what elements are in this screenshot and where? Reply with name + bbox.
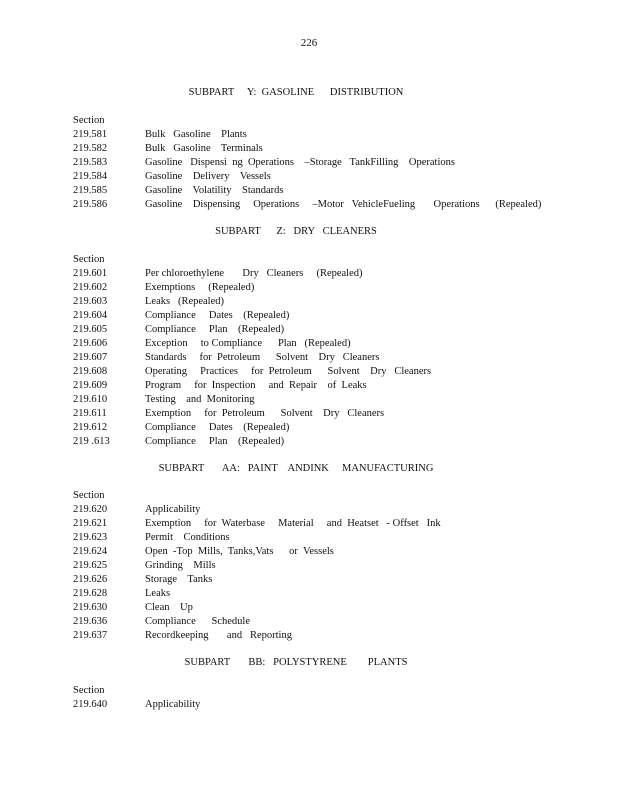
section-entry (73, 142, 593, 156)
section-entry (73, 184, 593, 198)
section-title: Open -Top Mills, Tanks,Vats or Vessels (145, 546, 334, 557)
section-number: 219.624 (73, 546, 108, 557)
section-entry (73, 267, 593, 281)
section-number: 219.607 (73, 352, 108, 363)
section-number: 219.628 (73, 588, 108, 599)
section-entry (73, 517, 593, 531)
section-number: 219.604 (73, 310, 108, 321)
section-number: 219.640 (73, 699, 108, 710)
section-number: 219.612 (73, 422, 108, 433)
section-entry (73, 615, 593, 629)
section-number: 219 .613 (73, 436, 110, 447)
section-number: 219.620 (73, 504, 108, 515)
section-list-aa (73, 503, 593, 643)
section-title: Gasoline Dispensing Operations –Motor VehicleFueling Operations (Repealed) (145, 199, 542, 210)
section-entry (73, 281, 593, 295)
subpart-title-z: SUBPART Z: DRY CLEANERS (215, 226, 377, 237)
section-entry (73, 435, 593, 449)
section-number: 219.610 (73, 394, 108, 405)
section-title: Bulk Gasoline Plants (145, 129, 247, 140)
section-list-y (73, 128, 593, 212)
section-title: Gasoline Dispensi ng Operations –Storage TankFilling Operations (145, 157, 455, 168)
section-number: 219.603 (73, 296, 108, 307)
section-title: Compliance Plan (Repealed) (145, 324, 285, 335)
section-title: Storage Tanks (145, 574, 213, 585)
section-number: 219.585 (73, 185, 108, 196)
section-number: 219.637 (73, 630, 108, 641)
section-number: 219.626 (73, 574, 108, 585)
section-title: Compliance Plan (Repealed) (145, 436, 285, 447)
section-number: 219.581 (73, 129, 108, 140)
section-label: Section (73, 685, 105, 696)
section-title: Program for Inspection and Repair of Leaks (145, 380, 367, 391)
section-number: 219.584 (73, 171, 108, 182)
section-title: Gasoline Volatility Standards (145, 185, 284, 196)
section-number: 219.606 (73, 338, 108, 349)
section-list-z (73, 267, 593, 449)
section-title: Clean Up (145, 602, 193, 613)
section-entry (73, 407, 593, 421)
section-title: Permit Conditions (145, 532, 230, 543)
section-entry (73, 309, 593, 323)
section-entry (73, 587, 593, 601)
section-number: 219.608 (73, 366, 108, 377)
section-title: Leaks (Repealed) (145, 296, 225, 307)
section-entry (73, 629, 593, 643)
section-title: Leaks (145, 588, 171, 599)
section-entry (73, 503, 593, 517)
section-entry (73, 128, 593, 142)
section-title: Compliance Dates (Repealed) (145, 310, 290, 321)
section-title: Operating Practices for Petroleum Solvent Dry Cleaners (145, 366, 432, 377)
section-label: Section (73, 115, 105, 126)
section-entry (73, 421, 593, 435)
section-entry (73, 601, 593, 615)
section-number: 219.586 (73, 199, 108, 210)
section-title: Compliance Schedule (145, 616, 250, 627)
section-title: Exemptions (Repealed) (145, 282, 255, 293)
page-number: 226 (300, 37, 318, 49)
section-entry (73, 393, 593, 407)
section-entry (73, 351, 593, 365)
section-number: 219.623 (73, 532, 108, 543)
section-entry (73, 170, 593, 184)
section-number: 219.636 (73, 616, 108, 627)
section-title: Applicability (145, 699, 201, 710)
section-entry (73, 531, 593, 545)
section-entry (73, 698, 593, 712)
section-title: Testing and Monitoring (145, 394, 255, 405)
section-title: Exemption for Waterbase Material and Heatset - Offset Ink (145, 518, 441, 529)
section-number: 219.605 (73, 324, 108, 335)
subpart-title-aa: SUBPART AA: PAINT ANDINK MANUFACTURING (158, 463, 434, 474)
section-number: 219.621 (73, 518, 108, 529)
section-entry (73, 295, 593, 309)
section-list-bb (73, 698, 593, 712)
section-entry (73, 337, 593, 351)
section-number: 219.582 (73, 143, 108, 154)
section-title: Standards for Petroleum Solvent Dry Cleaners (145, 352, 380, 363)
section-title: Compliance Dates (Repealed) (145, 422, 290, 433)
section-title: Exception to Compliance Plan (Repealed) (145, 338, 351, 349)
section-number: 219.630 (73, 602, 108, 613)
section-number: 219.609 (73, 380, 108, 391)
section-title: Exemption for Petroleum Solvent Dry Cleaners (145, 408, 385, 419)
section-number: 219.611 (73, 408, 107, 419)
section-number: 219.602 (73, 282, 108, 293)
section-title: Bulk Gasoline Terminals (145, 143, 263, 154)
section-title: Recordkeeping and Reporting (145, 630, 292, 641)
section-entry (73, 379, 593, 393)
section-title: Grinding Mills (145, 560, 216, 571)
subpart-title-bb: SUBPART BB: POLYSTYRENE PLANTS (184, 657, 408, 668)
subpart-title-y: SUBPART Y: GASOLINE DISTRIBUTION (188, 87, 404, 98)
section-entry (73, 573, 593, 587)
section-title: Applicability (145, 504, 201, 515)
section-number: 219.625 (73, 560, 108, 571)
section-number: 219.601 (73, 268, 108, 279)
section-title: Gasoline Delivery Vessels (145, 171, 271, 182)
section-entry (73, 545, 593, 559)
section-entry (73, 365, 593, 379)
section-entry (73, 156, 593, 170)
section-entry (73, 198, 593, 212)
section-label: Section (73, 490, 105, 501)
section-title: Per chloroethylene Dry Cleaners (Repealed) (145, 268, 363, 279)
section-number: 219.583 (73, 157, 108, 168)
section-entry (73, 559, 593, 573)
section-entry (73, 323, 593, 337)
section-label: Section (73, 254, 105, 265)
